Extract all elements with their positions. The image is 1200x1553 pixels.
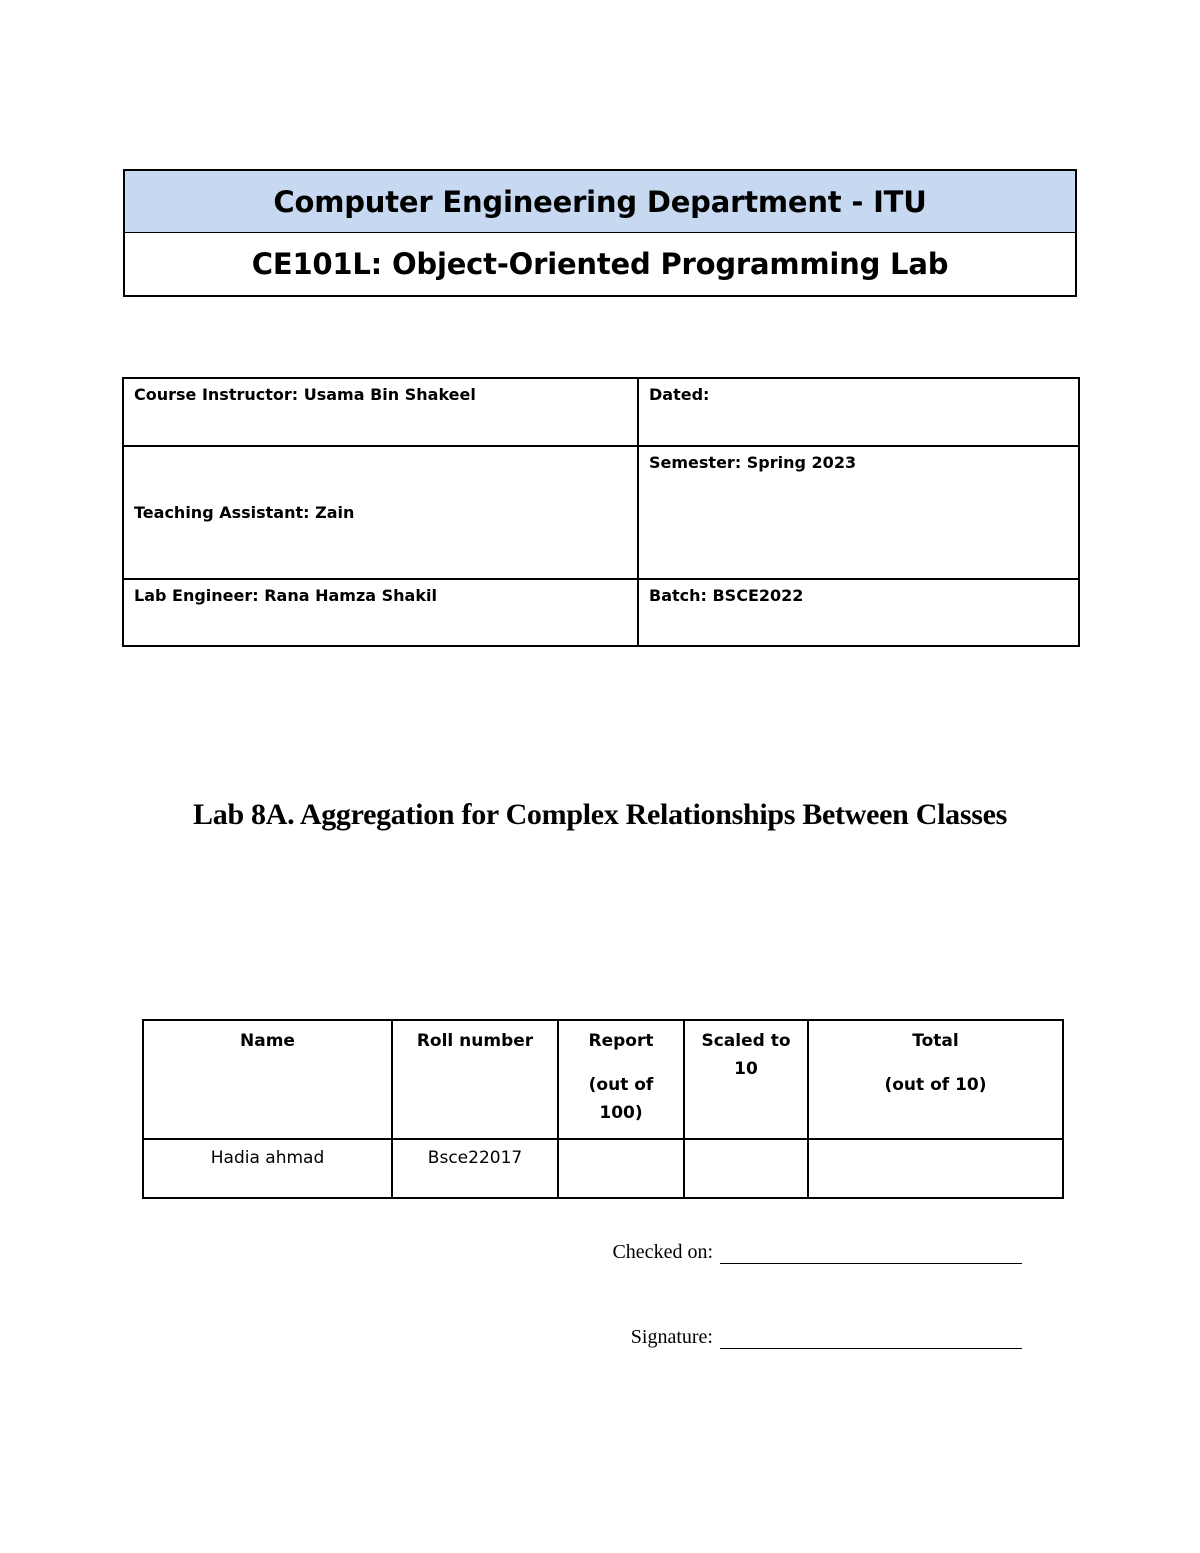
course-instructor: Course Instructor: Usama Bin Shakeel: [123, 378, 638, 446]
table-row: [143, 1139, 1063, 1198]
batch: Batch: BSCE2022: [638, 579, 1079, 646]
course-info-table: [122, 377, 1080, 647]
marks-header-row: [143, 1020, 1063, 1139]
checked-on-field: [560, 1241, 1022, 1264]
semester: Semester: Spring 2023: [638, 446, 1079, 579]
scaled-score: [684, 1139, 808, 1198]
total-score: [808, 1139, 1063, 1198]
dated-field: Dated:: [638, 378, 1079, 446]
lab-title: Lab 8A. Aggregation for Complex Relationships Between Classes: [193, 798, 1007, 831]
student-roll-number: Bsce22017: [392, 1139, 558, 1198]
info-row: [123, 446, 1079, 579]
info-row: [123, 579, 1079, 646]
marks-table: [142, 1019, 1064, 1199]
document-header: [123, 169, 1077, 297]
header-scaled: Scaled to 10: [684, 1020, 808, 1139]
teaching-assistant: Teaching Assistant: Zain: [123, 446, 638, 579]
header-name: Name: [143, 1020, 392, 1139]
info-row: [123, 378, 1079, 446]
signature-label: Signature:: [630, 1326, 713, 1348]
report-score: [558, 1139, 684, 1198]
course-title: CE101L: Object-Oriented Programming Lab: [251, 247, 949, 281]
lab-engineer: Lab Engineer: Rana Hamza Shakil: [123, 579, 638, 646]
header-report: Report (out of 100): [558, 1020, 684, 1139]
header-roll-number: Roll number: [392, 1020, 558, 1139]
checked-on-line: [720, 1245, 1022, 1264]
department-title: Computer Engineering Department - ITU: [125, 171, 1075, 233]
header-total: Total (out of 10): [808, 1020, 1063, 1139]
student-name: Hadia ahmad: [143, 1139, 392, 1198]
signature-line: [720, 1330, 1022, 1349]
checked-on-label: Checked on:: [612, 1241, 713, 1263]
signature-field: [560, 1326, 1022, 1349]
